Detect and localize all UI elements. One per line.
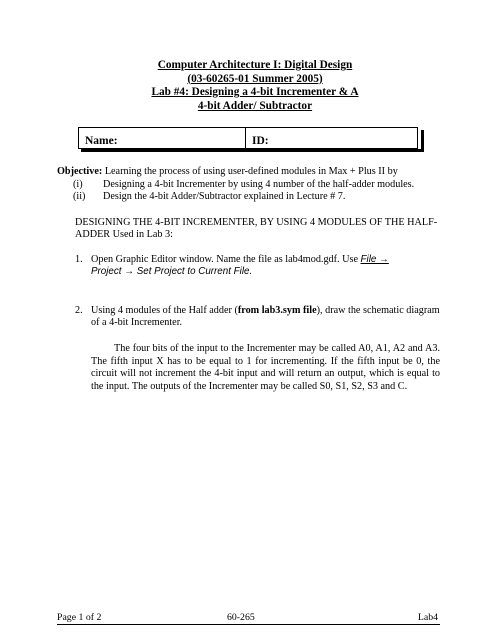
section-heading-line-1: DESIGNING THE 4-BIT INCREMENTER, BY USING 4 MODULES OF THE HALF- [75, 217, 438, 228]
name-box-shadow-bottom [81, 149, 424, 152]
step-2-bold: from lab3.sym file [237, 305, 317, 316]
footer-lab: Lab4 [417, 612, 438, 623]
step-2-text-b: ), draw the schematic diagram [316, 305, 440, 316]
title-line-3: Lab #4: Designing a 4-bit Incrementer & A [151, 86, 359, 98]
name-id-divider [245, 128, 246, 148]
page-footer [57, 612, 440, 625]
objective-text: Learning the process of using user-defined modules in Max + Plus II by [102, 166, 398, 177]
paragraph-line-3: circuit will not increment the 4-bit input and will return an output, which is equal to [91, 368, 440, 379]
paragraph-line-1: The four bits of the input to the Incrementer may be called A0, A1, A2 and A3. [114, 343, 440, 354]
objective-item-1 [73, 179, 83, 192]
name-label: Name: [85, 135, 118, 147]
incrementer-paragraph [91, 343, 440, 393]
step-2-text-a: Using 4 modules of the Half adder ( [91, 305, 238, 316]
title-line-1: Computer Architecture I: Digital Design [157, 59, 353, 71]
title-line-2: (03-60265-01 Summer 2005) [187, 72, 323, 85]
step-2-line-1 [91, 305, 440, 318]
objective-item-1-marker: (i) [73, 179, 83, 190]
objective-line [57, 166, 398, 179]
step-1-menu-file: File → [360, 254, 389, 265]
step-1-line-1 [91, 254, 389, 267]
step-1-text: Open Graphic Editor window. Name the file as lab4mod.gdf. Use [91, 254, 361, 265]
id-label: ID: [252, 135, 269, 147]
objective-item-2-text: Design the 4-bit Adder/Subtractor explained in Lecture # 7. [103, 191, 346, 202]
step-2-number: 2. [75, 305, 83, 316]
title-line-4: 4-bit Adder/ Subtractor [197, 99, 313, 112]
footer-page-number: Page 1 of 2 [57, 612, 102, 623]
footer-course: 60-265 [227, 612, 255, 623]
step-1-menu-path: Project → Set Project to Current File. [91, 266, 253, 277]
objective-item-1-text: Designing a 4-bit Incrementer by using 4 number of the half-adder modules. [103, 179, 415, 190]
objective-item-2-marker: (ii) [73, 191, 86, 202]
step-1-number: 1. [75, 254, 83, 265]
paragraph-line-2: The fifth input X has to be equal to 1 for incrementing. If the fifth input be 0, the [91, 355, 440, 367]
paragraph-line-4: the input. The outputs of the Incrementer may be called S0, S1, S2, S3 and C. [91, 380, 408, 392]
step-2-line-2: of a 4-bit Incrementer. [91, 317, 183, 328]
section-heading-line-2: ADDER Used in Lab 3: [75, 229, 173, 240]
name-id-box [78, 127, 418, 149]
objective-item-2 [73, 191, 85, 204]
objective-label: Objective: [57, 166, 103, 177]
document-title [90, 59, 420, 113]
